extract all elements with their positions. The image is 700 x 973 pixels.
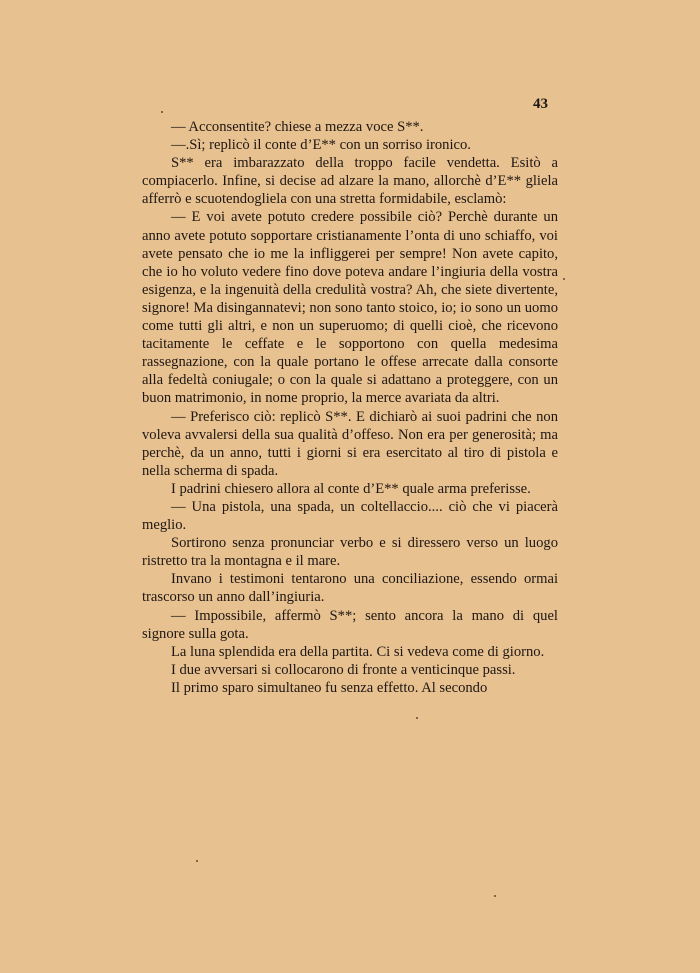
paragraph: — Una pistola, una spada, un coltellaccio.... ciò che vi piacerà meglio.: [142, 498, 558, 534]
paragraph: —.Sì; replicò il conte d’E** con un sorriso ironico.: [171, 137, 471, 154]
paper-speck: [196, 860, 198, 862]
paper-speck: [494, 895, 496, 897]
paragraph: — E voi avete potuto credere possibile ciò? Perchè durante un anno avete potuto sopportare cristianamente l’onta di uno schiaffo, voi avete pensato che io me la infliggerei per sempre! Non avete capito, che io ho voluto vedere fino dove poteva andare l’ingiuria della vostra esigenza, e la ingenuità della credulità vostra? Ah, che siete divertente, signore! Ma disingannatevi; non sono tanto stoico, io; io sono un uomo come tutti gli altri, e non un superuomo; di quelli cioè, che ricevono tacitamente le ceffate e le sopportono con quella medesima rassegnazione, con la quale portano le offese arrecate dalla consorte alla fedeltà coniugale; o con la quale si adattano a proteggere, con un buon matrimonio, in nome proprio, la merce avariata da altri.: [142, 209, 558, 407]
paper-speck: [563, 278, 565, 280]
page-number: 43: [533, 96, 548, 112]
paragraph: Invano i testimoni tentarono una conciliazione, essendo ormai trascorso un anno dall’ingiuria.: [142, 571, 558, 606]
paragraph: — Preferisco ciò: replicò S**. E dichiarò ai suoi padrini che non voleva avvalersi della sua qualità d’offeso. Non era per generosità; ma perchè, da un anno, tutti i giorni si era esercitato al tiro di pistola e nella scherma di spada.: [142, 408, 558, 479]
paper-speck: [416, 717, 418, 719]
paragraph: I due avversari si collocarono di fronte a venticinque passi.: [171, 661, 516, 678]
paragraph: — Impossibile, affermò S**; sento ancora la mano di quel signore sulla gota.: [142, 607, 558, 642]
paragraph: S** era imbarazzato della troppo facile vendetta. Esitò a compiacerlo. Infine, si decise ad alzare la mano, allorchè d’E** gliela afferrò e scuotendogliela con una stretta formidabile, esclamò:: [142, 155, 558, 208]
paragraph: I padrini chiesero allora al conte d’E** quale arma preferisse.: [171, 480, 531, 497]
body-text: [142, 118, 558, 697]
paragraph: Il primo sparo simultaneo fu senza effetto. Al secondo: [171, 679, 488, 696]
paragraph: Sortirono senza pronunciar verbo e si diressero verso un luogo ristretto tra la montagna e il mare.: [142, 535, 558, 570]
paragraph: La luna splendida era della partita. Ci si vedeva come di giorno.: [171, 643, 545, 660]
paper-speck: [161, 111, 163, 113]
paragraph: — Acconsentite? chiese a mezza voce S**.: [171, 119, 424, 135]
